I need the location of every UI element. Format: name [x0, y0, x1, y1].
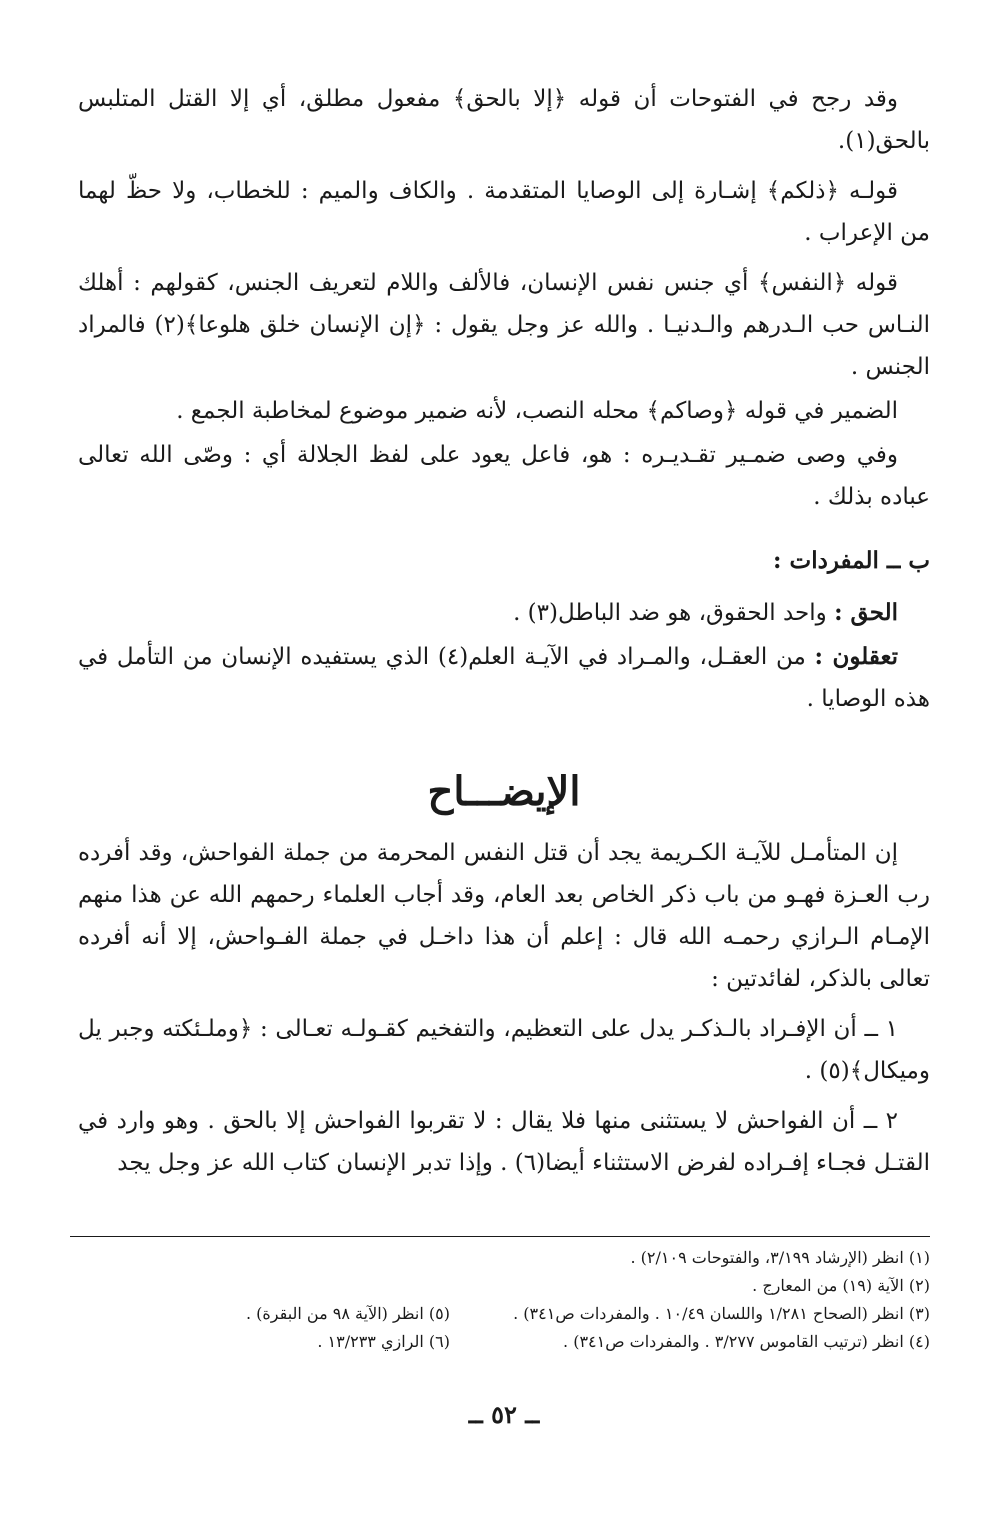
footnote-5: (٥) انظر (الآية ٩٨ من البقرة) . — [245, 1304, 450, 1323]
section-title-idah: الإيضـــاح — [427, 768, 581, 815]
footnote-3: (٣) انظر (الصحاح ١/٢٨١ واللسان ١٠/٤٩ . والمفردات ص٣٤١) . — [513, 1304, 930, 1323]
footnote-6: (٦) الرازي ١٣/٢٣٣ . — [317, 1332, 450, 1351]
paragraph-point-one: ١ ــ أن الإفـراد بالـذكـر يدل على التعظيم، والتفخيم كقـولـه تعـالى : ﴿وملـئكته وجبر يل وميكال﴾(٥) . — [78, 1016, 930, 1084]
page-number: ــ ٥٢ ــ — [468, 1400, 540, 1429]
paragraph-fatuhat: وقد رجح في الفتوحات أن قوله ﴿إلا بالحق﴾ مفعول مطلق، أي إلا القتل المتلبس بالحق(١). — [78, 86, 930, 154]
paragraph-nafs: قوله ﴿النفس﴾ أي جنس نفس الإنسان، فالألف واللام لتعريف الجنس، كقولهم : أهلك النـاس حب الـدرهم والـدنيـا . والله عز وجل يقول : ﴿إن الإنسان خلق هلوعا﴾(٢) فالمراد الجنس . — [78, 270, 930, 380]
footnote-row — [78, 1244, 930, 1272]
paragraph-mutaammil: إن المتأمـل للآيـة الكـريمة يجد أن قتل النفس المحرمة من جملة الفواحش، وقد أفرده رب العـزة فهـو من باب ذكر الخاص بعد العام، وقد أجاب العلماء رحمهم الله عن هذا منهم الإمـام الـرازي رحمـه الله قال : إعلم أن هذا داخـل في جملة الفـواحش، إلا أنه أفرده تعالى بالذكر، لفائدتين : — [78, 840, 930, 992]
footnotes — [78, 1244, 930, 1356]
paragraph-dhalikum: قولـه ﴿ذلكم﴾ إشـارة إلى الوصايا المتقدمة . والكاف والميم : للخطاب، ولا حظّ لهما من الإعراب . — [78, 178, 930, 246]
paragraph-damir: الضمير في قوله ﴿وصاكم﴾ محله النصب، لأنه ضمير موضوع لمخاطبة الجمع . — [176, 398, 898, 424]
definition-taqilun — [78, 636, 930, 720]
subheading-mufradat: ب ــ المفردات : — [773, 547, 930, 574]
definition-term: الحق : — [834, 599, 898, 626]
paragraph-point-two: ٢ ــ أن الفواحش لا يستثنى منها فلا يقال : لا تقربوا الفواحش إلا بالحق . وهو وارد في القتـل فجـاء إفـراده لفرض الاستثناء أيضا(٦) . وإذا تدبر الإنسان كتاب الله عز وجل يجد — [78, 1108, 930, 1176]
paragraph-wassa: وفي وصى ضمـير تقـديـره : هو، فاعل يعود على لفظ الجلالة أي : وصّى الله تعالى عباده بذلك . — [78, 442, 930, 510]
footnote-1: (١) انظر (الإرشاد ٣/١٩٩، والفتوحات ٢/١٠٩) . — [630, 1248, 930, 1267]
footnote-row — [78, 1272, 930, 1300]
definition-text: من العقـل، والمـراد في الآيـة العلم(٤) الذي يستفيده الإنسان من التأمل في هذه الوصايا . — [78, 644, 930, 712]
definition-text: واحد الحقوق، هو ضد الباطل(٣) . — [513, 600, 835, 626]
footnote-row — [78, 1300, 930, 1328]
footnote-4: (٤) انظر (ترتيب القاموس ٣/٢٧٧ . والمفردات ص٣٤١) . — [563, 1332, 930, 1351]
definition-haqq — [78, 592, 930, 634]
footnote-row — [78, 1328, 930, 1356]
footnote-divider — [70, 1236, 930, 1237]
footnote-2: (٢) الآية (١٩) من المعارج . — [752, 1276, 930, 1295]
definition-term: تعقلون : — [814, 643, 898, 670]
